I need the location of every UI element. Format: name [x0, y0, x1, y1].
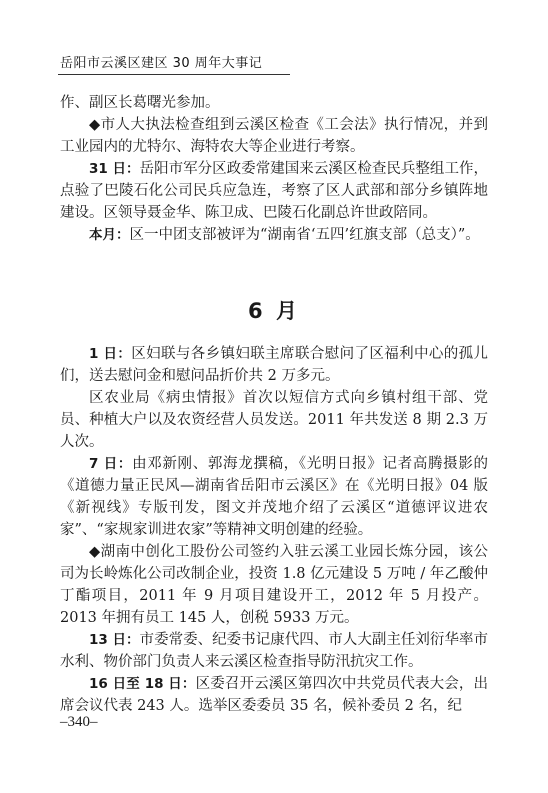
- date-label: 31 日：: [89, 161, 140, 177]
- paragraph: [60, 629, 488, 673]
- paragraph-text: 区妇联与各乡镇妇联主席联合慰问了区福利中心的孤儿们，送去慰问金和慰问品折价共 2 万多元。: [60, 346, 489, 384]
- date-label: 本月：: [89, 227, 130, 243]
- date-label: 1 日：: [89, 346, 132, 362]
- june-section: [60, 343, 488, 717]
- paragraph-text: ◆市人大执法检查组到云溪区检查《工会法》执行情况，并到工业园内的尤特尔、海特农大等企业进行考察。: [60, 117, 488, 155]
- paragraph: [60, 453, 488, 541]
- paragraph-text: 区委召开云溪区第四次中共党员代表大会，出席会议代表 243 人。选举区委委员 35 名，候补委员 2 名，纪: [60, 676, 488, 714]
- paragraph: [60, 114, 488, 158]
- paragraph-text: 岳阳市军分区政委常建国来云溪区检查民兵整组工作，点验了巴陵石化公司民兵应急连，考察了区人武部和部分乡镇阵地建设。区领导聂金华、陈卫成、巴陵石化副总许世政陪同。: [60, 161, 488, 221]
- header-rule: [58, 74, 290, 75]
- paragraph: [60, 158, 488, 224]
- top-section: [60, 92, 488, 246]
- running-header: 岳阳市云溪区建区 30 周年大事记: [60, 56, 263, 71]
- paragraph: [60, 224, 488, 246]
- paragraph-text: 区农业局《病虫情报》首次以短信方式向乡镇村组干部、党员、种植大户以及农资经营人员发送。2011 年共发送 8 期 2.3 万人次。: [60, 390, 488, 450]
- paragraph: [60, 343, 488, 387]
- paragraph-text: ◆湖南中创化工股份公司签约入驻云溪工业园长炼分园，该公司为长岭炼化公司改制企业，投资 1.8 亿元建设 5 万吨 / 年乙酸仲丁酯项目，2011 年 9 月项目建设开工，2012 年 5 月投产。2013 年拥有员工 145 人，创税 5933 万元。: [60, 544, 488, 626]
- paragraph-text: 作、副区长葛曙光参加。: [60, 95, 220, 111]
- paragraph-text: 由邓新刚、郭海龙撰稿，《光明日报》记者高腾摄影的《道德力量正民风—湖南省岳阳市云溪区》在《光明日报》04 版《新视线》专版刊发，图文并茂地介绍了云溪区“道德评议进农家”、“家规家训进农家”等精神文明创建的经验。: [60, 456, 489, 538]
- paragraph: [60, 673, 488, 717]
- month-heading: 6 月: [248, 299, 300, 323]
- date-label: 7 日：: [89, 456, 133, 472]
- paragraph: [60, 387, 488, 453]
- paragraph: [60, 541, 488, 629]
- paragraph-text: 区一中团支部被评为“湖南省‘五四’红旗支部（总支）”。: [129, 227, 480, 243]
- paragraph: [60, 92, 488, 114]
- date-label: 16 日至 18 日：: [89, 676, 196, 692]
- date-label: 13 日：: [89, 632, 140, 648]
- paragraph-text: 市委常委、纪委书记康代四、市人大副主任刘衍华率市水利、物价部门负责人来云溪区检查指导防汛抗灾工作。: [60, 632, 488, 670]
- page-number: –340–: [60, 714, 98, 730]
